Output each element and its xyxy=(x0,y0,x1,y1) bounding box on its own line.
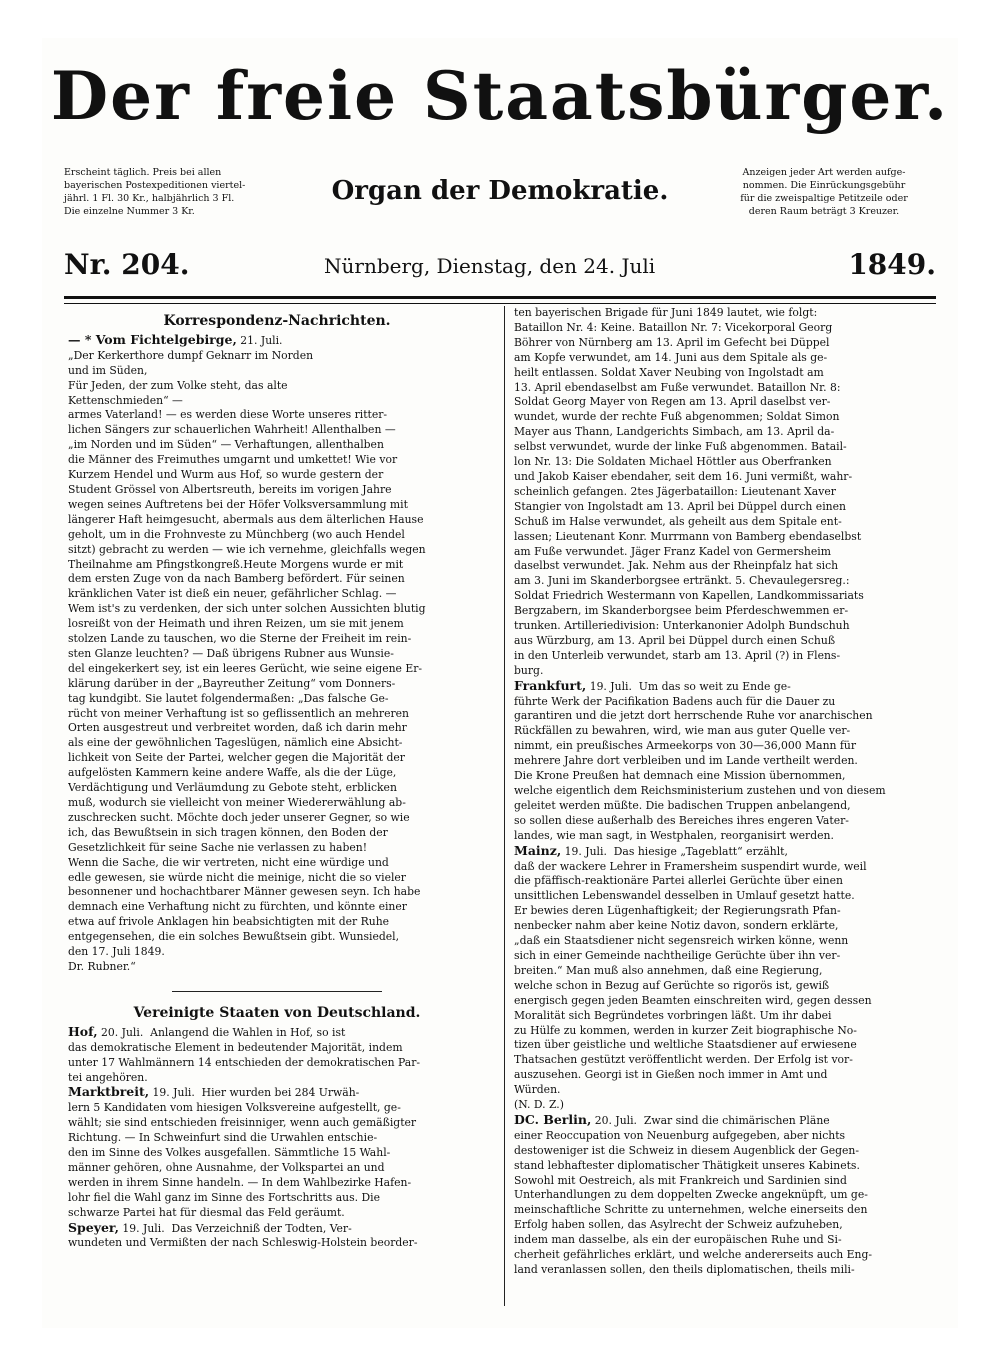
article-frankfurt xyxy=(514,679,932,844)
article-date: 19. Juli. xyxy=(118,1221,165,1235)
article-line: tei angehören. xyxy=(68,1070,148,1084)
article-line: lern 5 Kandidaten vom hiesigen Volksvereine aufgestellt, ge- xyxy=(68,1101,401,1115)
article-line: trunken. Artilleriedivision: Unterkanonier Adolph Bundschuh xyxy=(514,619,850,633)
article-text: Hier wurden bei 284 Urwäh- xyxy=(201,1086,360,1100)
article-line: den im Sinne des Volkes ausgefallen. Sämmtliche 15 Wahl- xyxy=(68,1146,391,1160)
article-line: ten bayerischen Brigade für Juni 1849 lautet, wie folgt: xyxy=(514,306,818,319)
article-line: garantiren und die jetzt dort herrschende Ruhe vor anarchischen xyxy=(514,709,873,723)
article-dateline: Marktbreit, xyxy=(68,1085,150,1100)
issue-year: 1849. xyxy=(848,248,936,281)
article-berlin xyxy=(514,1113,932,1278)
article-fichtelgebirge xyxy=(68,333,486,975)
article-line: Verdächtigung und Verläumdung zu Gebote steht, erblicken xyxy=(68,781,397,795)
article-line: Soldat Georg Mayer von Regen am 13. April daselbst ver- xyxy=(514,395,831,409)
article-line: geholt, um in die Frohnveste zu Münchberg (wo auch Hendel xyxy=(68,527,405,541)
column-divider xyxy=(504,306,505,1306)
article-line: Würden. xyxy=(514,1083,561,1097)
article-text: Zwar sind die chimärischen Pläne xyxy=(643,1113,830,1127)
article-line: Rückfällen zu bewahren, wird, wie man aus guter Quelle ver- xyxy=(514,724,851,738)
article-line: in den Unterleib verwundet, starb am 13. April (?) in Flens- xyxy=(514,648,841,662)
poem-line: Kettenschmieden“ — xyxy=(68,393,183,407)
article-line: Wem ist's zu verdenken, der sich unter solchen Aussichten blutig xyxy=(68,602,426,616)
article-signature: (N. D. Z.) xyxy=(514,1098,564,1112)
article-line: sich in einer Gemeinde nachtheilige Gerüchte über ihn ver- xyxy=(514,948,841,962)
article-line: losreißt von der Heimath und ihren Reizen, um sie mit jenem xyxy=(68,617,404,631)
article-line: das demokratische Element in bedeutender Majorität, indem xyxy=(68,1040,403,1054)
advertising-info xyxy=(708,166,940,218)
article-line: aufgelösten Kammern keine andere Waffe, als die der Lüge, xyxy=(68,766,397,780)
article-line: unsittlichen Lebenswandel desselben in Umlauf gesetzt hatte. xyxy=(514,889,855,903)
article-line: entgegensehen, die ein solches Bewußtsein gibt. Wunsiedel, xyxy=(68,930,400,944)
article-dateline: DC. Berlin, xyxy=(514,1112,592,1127)
article-line: am Kopfe verwundet, am 14. Juni aus dem Spitale als ge- xyxy=(514,350,828,364)
article-line: Bergzabern, im Skanderborgsee beim Pferdeschwemmen er- xyxy=(514,604,849,618)
article-line: del eingekerkert sey, ist ein leeres Gerücht, wie seine eigene Er- xyxy=(68,661,423,675)
poem-line: Für Jeden, der zum Volke steht, das alte xyxy=(68,378,288,392)
article-line: Böhrer von Nürnberg am 13. April im Gefecht bei Düppel xyxy=(514,335,830,349)
article-line: daß der wackere Lehrer in Framersheim suspendirt wurde, weil xyxy=(514,859,867,873)
article-line: die pfäffisch-reaktionäre Partei allerlei Gerüchte über einen xyxy=(514,874,843,888)
left-column xyxy=(68,306,486,1324)
article-line: am Fuße verwundet. Jäger Franz Kadel von Germersheim xyxy=(514,544,831,558)
article-dateline: Frankfurt, xyxy=(514,678,587,693)
article-line: Moralität sich Begründetes vorbringen läßt. Um ihr dabei xyxy=(514,1008,832,1022)
article-line: landes, wie man sagt, in Westphalen, reorganisirt werden. xyxy=(514,828,834,842)
article-line: „im Norden und im Süden“ — Verhaftungen, allenthalben xyxy=(68,438,384,452)
article-line: wählt; sie sind entschieden freisinniger, wenn auch gemäßigter xyxy=(68,1116,417,1130)
article-date: 20. Juli. xyxy=(591,1113,637,1127)
article-line: cherheit gefährliches erklärt, und welche andererseits auch Eng- xyxy=(514,1248,873,1262)
article-line: ich, das Bewußtsein in sich tragen können, den Boden der xyxy=(68,825,388,839)
article-line: welche schon in Bezug auf Gerüchte so rigorös ist, gewiß xyxy=(514,978,830,992)
article-line: mehrere Jahre dort verbleiben und im Lande vertheilt werden. xyxy=(514,754,858,768)
article-line: einer Reoccupation von Neuenburg aufgegeben, aber nichts xyxy=(514,1128,846,1142)
article-line: stand lebhaftester diplomatischer Thätigkeit unseres Kabinets. xyxy=(514,1158,860,1172)
article-line: heilt entlassen. Soldat Xaver Neubing von Ingolstadt am xyxy=(514,365,824,379)
issue-bar xyxy=(64,248,936,288)
subscription-line: Erscheint täglich. Preis bei allen xyxy=(64,167,222,178)
article-line: werden in ihrem Sinne handeln. — In dem Wahlbezirke Hafen- xyxy=(68,1175,412,1189)
article-line: so sollen diese außerhalb des Bereiches ihres engeren Vater- xyxy=(514,813,849,827)
advertising-line: für die zweispaltige Petitzeile oder xyxy=(740,193,908,204)
article-line: sitzt) gebracht zu werden — wie ich vernehme, gleichfalls wegen xyxy=(68,542,426,556)
section-rule xyxy=(172,991,382,992)
article-line: zu Hülfe zu kommen, werden in kurzer Zeit biographische No- xyxy=(514,1023,857,1037)
place-date: Nürnberg, Dienstag, den 24. Juli xyxy=(324,254,656,278)
article-speyer xyxy=(68,1221,486,1252)
article-line: tizen über geistliche und weltliche Staatsdiener auf erwiesene xyxy=(514,1038,857,1052)
article-line: lassen; Lieutenant Konr. Murrmann von Bamberg ebendaselbst xyxy=(514,529,862,543)
section-heading-correspondence: Korrespondenz-Nachrichten. xyxy=(163,313,391,329)
article-line: Sowohl mit Oestreich, als mit Frankreich und Sardinien sind xyxy=(514,1173,847,1187)
article-line: geleitet werden müßte. Die badischen Truppen anbelangend, xyxy=(514,798,851,812)
article-line: muß, wodurch sie vielleicht von meiner Wiedererwählung ab- xyxy=(68,796,406,809)
article-line: etwa auf frivole Anklagen hin beabsichtigten mit der Ruhe xyxy=(68,915,390,929)
article-line: Er bewies deren Lügenhaftigkeit; der Regierungsrath Pfan- xyxy=(514,904,841,918)
article-line: klärung darüber in der „Bayreuther Zeitung“ vom Donners- xyxy=(68,676,396,690)
article-dateline: Mainz, xyxy=(514,843,562,858)
article-marktbreit xyxy=(68,1085,486,1220)
article-line: wundeten und Vermißten der nach Schleswig-Holstein beorder- xyxy=(68,1236,418,1250)
article-line: wegen seines Auftretens bei der Höfer Volksversammlung mit xyxy=(68,497,408,511)
newspaper-page xyxy=(42,38,958,1328)
article-line: Mayer aus Thann, Landgerichts Simbach, am 13. April da- xyxy=(514,425,835,439)
article-line: nimmt, ein preußisches Armeekorps von 30—36,000 Mann für xyxy=(514,739,857,753)
article-line: scheinlich gefangen. 2tes Jägerbataillon: Lieutenant Xaver xyxy=(514,484,836,498)
article-line: edle gewesen, sie würde nicht die meinige, nicht die so vieler xyxy=(68,870,406,884)
article-line: am 3. Juni im Skanderborgsee ertränkt. 5. Chevaulegersreg.: xyxy=(514,574,850,588)
article-line: führte Werk der Pacifikation Badens auch für die Dauer zu xyxy=(514,694,836,708)
article-signature: Dr. Rubner.“ xyxy=(68,959,136,973)
article-line: dem ersten Zuge von da nach Bamberg befördert. Für seinen xyxy=(68,572,405,586)
article-date: 21. Juli. xyxy=(236,333,283,347)
article-line: besonnener und hochachtbarer Männer gewesen seyn. Ich habe xyxy=(68,885,421,899)
article-line: energisch gegen jeden Beamten einschreiten wird, gegen dessen xyxy=(514,993,872,1007)
article-date: 19. Juli. xyxy=(149,1086,195,1100)
article-line: lon Nr. 13: Die Soldaten Michael Höttler aus Oberfranken xyxy=(514,455,832,469)
article-line: sten Glanze leuchten? — Daß übrigens Rubner aus Wunsie- xyxy=(68,646,394,660)
article-line: zuschrecken sucht. Möchte doch jeder unserer Gegner, so wie xyxy=(68,810,410,824)
article-line: Student Grössel von Albertsreuth, bereits im vorigen Jahre xyxy=(68,482,392,496)
article-line: Soldat Friedrich Westermann von Kapellen, Landkommissariats xyxy=(514,589,864,603)
article-hof xyxy=(68,1025,486,1086)
subscription-line: jährl. 1 Fl. 30 Kr., halbjährlich 3 Fl. xyxy=(64,193,235,204)
article-line: auszusehen. Georgi ist in Gießen noch immer in Amt und xyxy=(514,1068,828,1082)
article-line: längerer Haft heimgesucht, abermals aus dem älterlichen Hause xyxy=(68,512,424,526)
article-line: Thatsachen gestützt veröffentlicht werden. Der Erfolg ist vor- xyxy=(514,1053,853,1067)
article-line: schwarze Partei hat für diesmal das Feld geräumt. xyxy=(68,1205,345,1219)
article-line: Richtung. — In Schweinfurt sind die Urwahlen entschie- xyxy=(68,1131,378,1145)
article-line: lohr fiel die Wahl ganz im Sinne des Fortschritts aus. Die xyxy=(68,1190,380,1204)
masthead-subtitle: Organ der Demokratie. xyxy=(331,176,669,206)
article-line: Stangier von Ingolstadt am 13. April bei Düppel durch einen xyxy=(514,499,846,513)
masthead-title: Der freie Staatsbürger. xyxy=(50,57,950,135)
article-line: kränklichen Vater ist dieß ein neuer, gefährlicher Schlag. — xyxy=(68,587,397,601)
article-text: Anlangend die Wahlen in Hof, so ist xyxy=(150,1025,346,1039)
article-line: burg. xyxy=(514,663,544,677)
article-speyer-continued xyxy=(514,306,932,679)
article-line: Unterhandlungen zu dem doppelten Zwecke angeknüpft, um ge- xyxy=(514,1188,868,1202)
article-line: Kurzem Hendel und Wurm aus Hof, so wurde gestern der xyxy=(68,468,384,482)
section-heading-united-states: Vereinigte Staaten von Deutschland. xyxy=(133,1004,421,1021)
poem-line: „Der Kerkerthore dumpf Geknarr im Norden xyxy=(68,348,314,362)
article-line: rücht von meiner Verhaftung ist so geflissentlich an mehreren xyxy=(68,706,409,720)
advertising-line: deren Raum beträgt 3 Kreuzer. xyxy=(748,206,900,217)
article-line: die Männer des Freimuthes umgarnt und umkettet! Wie vor xyxy=(68,453,398,467)
article-line: stolzen Lande zu tauschen, wo die Sterne der Freiheit im rein- xyxy=(68,632,412,646)
article-line: nenbecker nahm aber keine Notiz davon, sondern erklärte, xyxy=(514,919,839,933)
subscription-line: bayerischen Postexpeditionen viertel- xyxy=(64,180,246,191)
article-line: welche eigentlich dem Reichsministerium zustehen und von diesem xyxy=(514,784,886,797)
article-dateline: — * Vom Fichtelgebirge, xyxy=(68,332,237,347)
article-line: breiten.“ Man muß also annehmen, daß eine Regierung, xyxy=(514,963,823,977)
header-rule xyxy=(64,296,936,304)
article-line: Orten ausgestreut und verbreitet worden, daß ich darin mehr xyxy=(68,721,407,735)
article-line: Erfolg haben sollen, das Asylrecht der Schweiz aufzuheben, xyxy=(514,1218,843,1232)
article-line: tag kundgibt. Sie lautet folgendermaßen: „Das falsche Ge- xyxy=(68,691,389,705)
article-line: Die Krone Preußen hat demnach eine Mission übernommen, xyxy=(514,769,846,783)
article-line: indem man dasselbe, als ein der europäischen Ruhe und Si- xyxy=(514,1233,842,1247)
article-line: aus Würzburg, am 13. April bei Düppel durch einen Schuß xyxy=(514,633,836,647)
right-column xyxy=(514,306,932,1324)
advertising-line: nommen. Die Einrückungsgebühr xyxy=(742,180,906,191)
article-line: Wenn die Sache, die wir vertreten, nicht eine würdige und xyxy=(68,855,389,869)
article-text: Um das so weit zu Ende ge- xyxy=(638,679,791,693)
article-line: den 17. Juli 1849. xyxy=(68,945,165,959)
article-text: Das Verzeichniß der Todten, Ver- xyxy=(171,1221,352,1235)
article-line: selbst verwundet, wurde der linke Fuß abgenommen. Batail- xyxy=(514,440,847,454)
article-line: destoweniger ist die Schweiz in diesem Augenblick der Gegen- xyxy=(514,1143,860,1157)
article-line: lichkeit von Seite der Partei, welcher gegen die Majorität der xyxy=(68,751,405,765)
article-line: demnach eine Verhaftung nicht zu fürchten, und könnte einer xyxy=(68,900,407,914)
poem-line: und im Süden, xyxy=(68,363,148,377)
issue-number: Nr. 204. xyxy=(64,248,190,281)
article-body xyxy=(514,1129,932,1278)
article-line: Gesetzlichkeit für seine Sache nie verlassen zu haben! xyxy=(68,840,368,854)
article-date: 20. Juli. xyxy=(97,1025,144,1039)
article-line: „daß ein Staatsdiener nicht segensreich wirken könne, wenn xyxy=(514,934,849,948)
article-date: 19. Juli. xyxy=(586,679,632,693)
article-line: Schuß im Halse verwundet, als geheilt aus dem Spitale ent- xyxy=(514,514,842,528)
article-line: und Jakob Kaiser ebendaher, seit dem 16. Juni vermißt, wahr- xyxy=(514,469,853,483)
article-body xyxy=(514,695,932,844)
article-line: meinschaftliche Schritte zu unternehmen, welche einerseits den xyxy=(514,1203,868,1217)
article-line: wundet, wurde der rechte Fuß abgenommen; Soldat Simon xyxy=(514,410,840,424)
article-line: Bataillon Nr. 4: Keine. Bataillon Nr. 7: Vicekorporal Georg xyxy=(514,320,833,334)
article-line: Theilnahme am Pfingstkongreß.Heute Morgens wurde er mit xyxy=(68,557,404,571)
article-line: armes Vaterland! — es werden diese Worte unseres ritter- xyxy=(68,408,388,422)
article-dateline: Speyer, xyxy=(68,1220,119,1235)
subscription-info xyxy=(64,166,292,218)
article-mainz xyxy=(514,844,932,1113)
article-line: männer gehören, ohne Ausnahme, der Volkspartei an und xyxy=(68,1160,385,1174)
article-text: Das hiesige „Tageblatt“ erzählt, xyxy=(613,844,788,858)
article-line: land veranlassen sollen, den theils diplomatischen, theils mili- xyxy=(514,1263,855,1276)
article-line: daselbst verwundet. Jak. Nehm aus der Rheinpfalz hat sich xyxy=(514,559,839,573)
advertising-line: Anzeigen jeder Art werden aufge- xyxy=(742,167,906,178)
article-body xyxy=(514,860,932,1099)
article-date: 19. Juli. xyxy=(561,844,607,858)
article-body xyxy=(68,408,486,960)
subscription-line: Die einzelne Nummer 3 Kr. xyxy=(64,206,195,217)
article-line: lichen Sängers zur schauerlichen Wahrheit! Allenthalben — xyxy=(68,423,396,437)
article-line: 13. April ebendaselbst am Fuße verwundet. Bataillon Nr. 8: xyxy=(514,380,841,394)
article-dateline: Hof, xyxy=(68,1024,98,1039)
article-line: als eine der gewöhnlichen Tageslügen, nämlich eine Absicht- xyxy=(68,736,403,750)
article-line: unter 17 Wahlmännern 14 entschieden der demokratischen Par- xyxy=(68,1055,421,1069)
